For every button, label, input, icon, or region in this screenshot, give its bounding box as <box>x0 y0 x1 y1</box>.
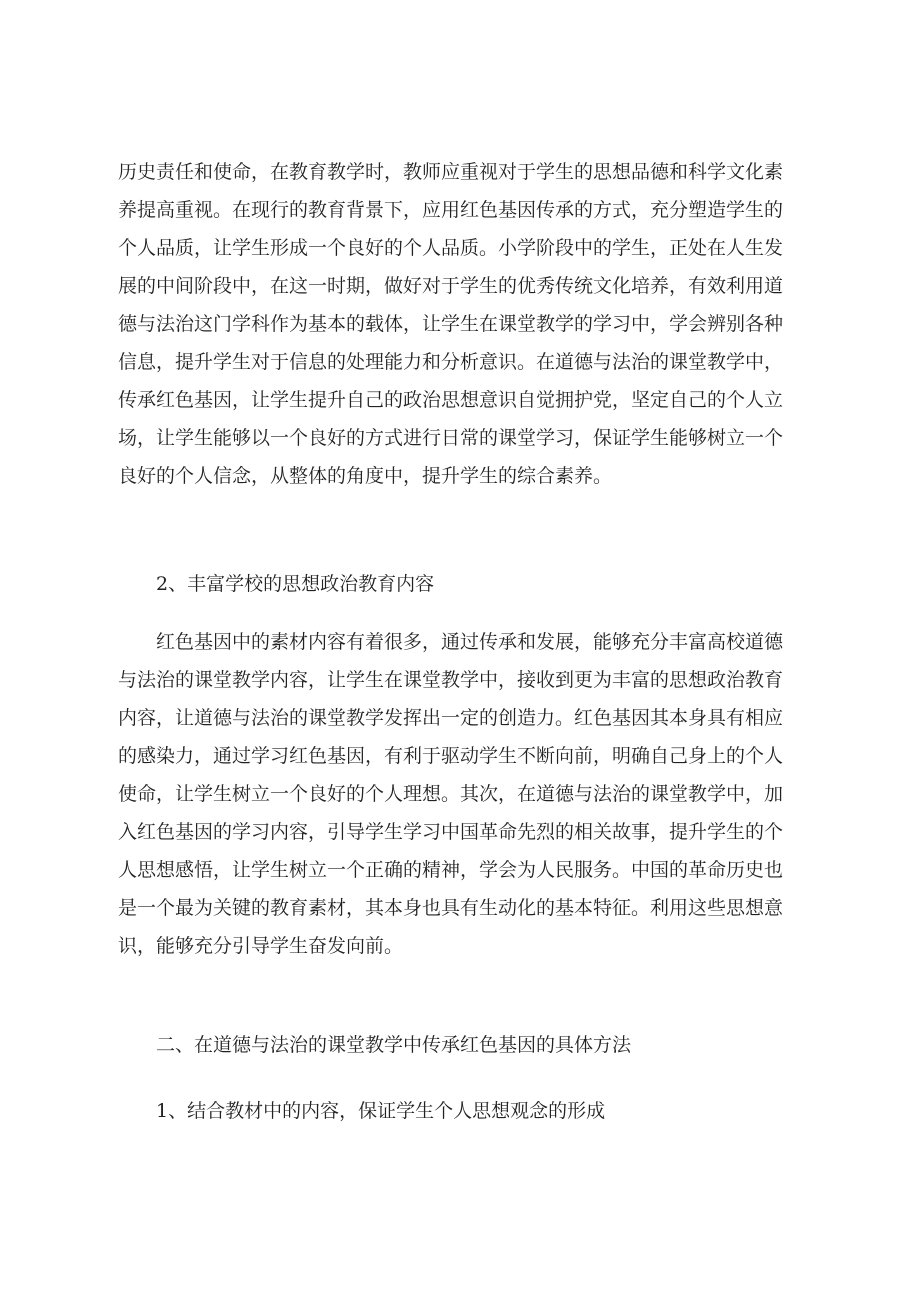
heading-text: 1、结合教材中的内容，保证学生个人思想观念的形成 <box>156 1100 606 1122</box>
text-line: 是一个最为关键的教育素材，其本身也具有生动化的基本特征。利用这些思想意 <box>118 897 784 919</box>
text-line: 的感染力，通过学习红色基因，有利于驱动学生不断向前，明确自己身上的个人 <box>118 745 784 767</box>
text-line: 入红色基因的学习内容，引导学生学习中国革命先烈的相关故事，提升学生的个 <box>118 821 784 843</box>
text-line: 个人品质，让学生形成一个良好的个人品质。小学阶段中的学生，正处在人生发 <box>118 237 784 259</box>
paragraph-1 <box>118 153 818 495</box>
text-line: 人思想感悟，让学生树立一个正确的精神，学会为人民服务。中国的革命历史也 <box>118 859 784 881</box>
text-line: 历史责任和使命，在教育教学时，教师应重视对于学生的思想品德和科学文化素 <box>118 161 784 183</box>
text-line: 养提高重视。在现行的教育背景下，应用红色基因传承的方式，充分塑造学生的 <box>118 199 784 221</box>
text-line: 识，能够充分引导学生奋发向前。 <box>118 935 404 957</box>
text-line: 良好的个人信念，从整体的角度中，提升学生的综合素养。 <box>118 465 613 487</box>
paragraph-2 <box>118 623 818 965</box>
text-line: 信息，提升学生对于信息的处理能力和分析意识。在道德与法治的课堂教学中， <box>118 351 784 373</box>
chapter-heading <box>118 1026 818 1064</box>
text-line: 德与法治这门学科作为基本的载体，让学生在课堂教学的学习中，学会辨别各种 <box>118 313 784 335</box>
text-line: 使命，让学生树立一个良好的个人理想。其次，在道德与法治的课堂教学中，加 <box>118 783 784 805</box>
text-line: 展的中间阶段中，在这一时期，做好对于学生的优秀传统文化培养，有效利用道 <box>118 275 784 297</box>
text-line: 与法治的课堂教学内容，让学生在课堂教学中，接收到更为丰富的思想政治教育 <box>118 669 784 691</box>
text-line: 红色基因中的素材内容有着很多，通过传承和发展，能够充分丰富高校道德 <box>156 631 784 653</box>
heading-text: 二、在道德与法治的课堂教学中传承红色基因的具体方法 <box>156 1034 632 1056</box>
section-heading-2 <box>118 565 818 603</box>
text-line: 内容，让道德与法治的课堂教学发挥出一定的创造力。红色基因其本身具有相应 <box>118 707 784 729</box>
heading-text: 2、丰富学校的思想政治教育内容 <box>156 573 435 595</box>
text-line: 场，让学生能够以一个良好的方式进行日常的课堂学习，保证学生能够树立一个 <box>118 427 784 449</box>
section-heading-1 <box>118 1092 818 1130</box>
text-line: 传承红色基因，让学生提升自己的政治思想意识自觉拥护党，坚定自己的个人立 <box>118 389 784 411</box>
